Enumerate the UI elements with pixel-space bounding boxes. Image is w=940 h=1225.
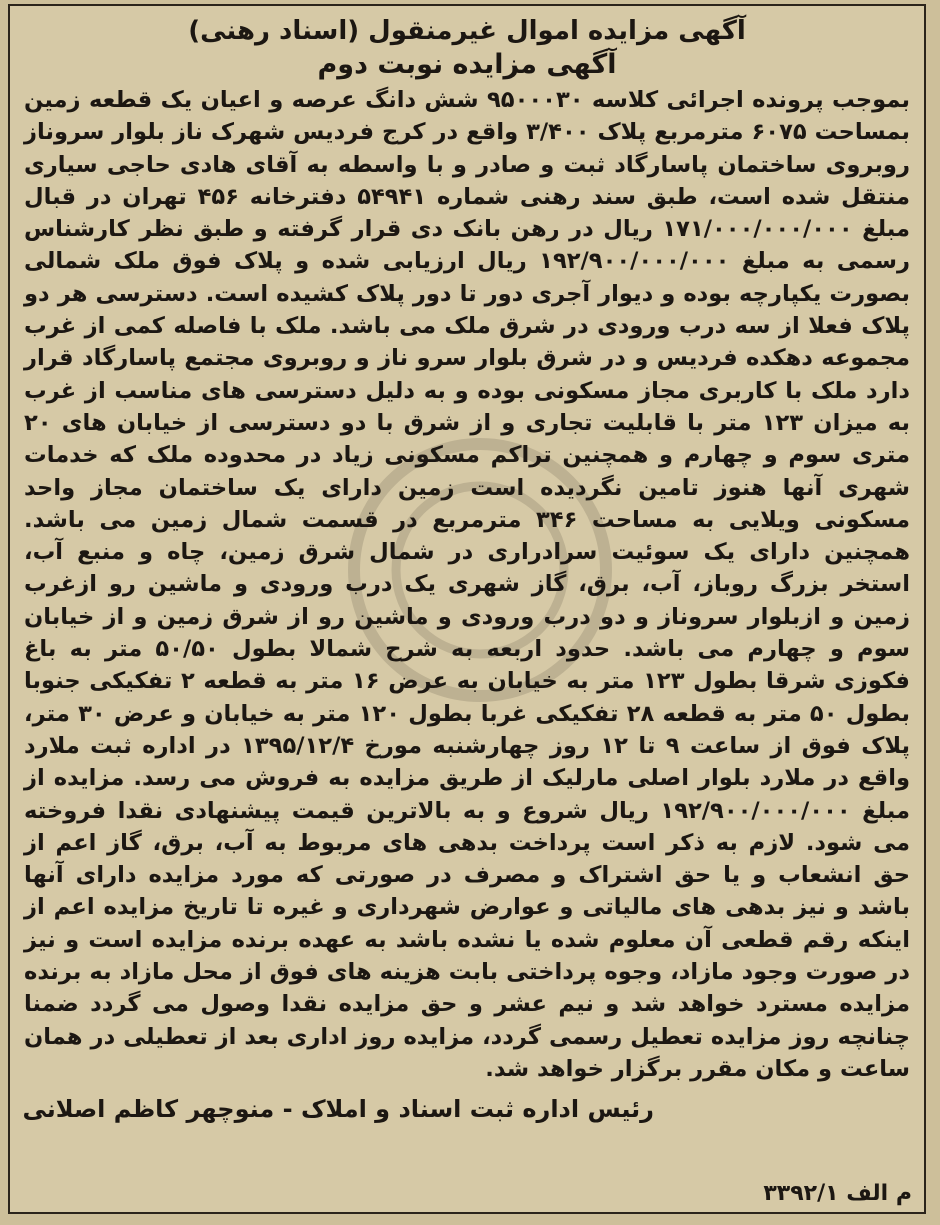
notice-body: بموجب پرونده اجرائی کلاسه ۹۵۰۰۰۳۰ شش دانگ عرصه و اعیان یک قطعه زمین بمساحت ۶۰۷۵ مترمربع پلاک ۳/۴۰۰ واقع در کرج فردیس شهرک ناز بلوار سروناز روبروی ساختمان پاسارگاد ثبت و صادر و با واسطه به آقای هادی حاجی سیاری منتقل شده است، طبق سند رهنی شماره ۵۴۹۴۱ دفترخانه ۴۵۶ تهران در قبال مبلغ ۱۷۱/۰۰۰/۰۰۰/۰۰۰ ریال در رهن بانک دی قرار گرفته و طبق نظر کارشناس رسمی به مبلغ ۱۹۲/۹۰۰/۰۰۰/۰۰۰ ریال ارزیابی شده و پلاک فوق ملک شمالی بصورت یکپارچه بوده و دیوار آجری دور تا دور پلاک کشیده است. دسترسی هر دو پلاک فعلا از سه درب ورودی در شرق ملک می باشد. ملک با فاصله کمی از غرب مجموعه دهکده فردیس و در شرق بلوار سرو ناز و روبروی مجتمع پاسارگاد قرار دارد ملک با کاربری مجاز مسکونی بوده و به دلیل دسترسی های مناسب از غرب به میزان ۱۲۳ متر با قابلیت تجاری و از شرق با دو دسترسی از خیابان های ۲۰ متری سوم و چهارم و همچنین تراکم مسکونی زیاد در محدوده ملک که خدمات شهری آنها هنوز تامین نگردیده است زمین دارای یک ساختمان مجاز واحد مسکونی ویلایی به مساحت ۳۴۶ مترمربع در قسمت شمال زمین می باشد. همچنین دارای یک سوئیت سرادراری در شمال شرق زمین، چاه و منبع آب، استخر بزرگ روباز، آب، برق، گاز شهری یک درب ورودی و ماشین رو ازغرب زمین و ازبلوار سروناز و دو درب ورودی و ماشین رو از شرق زمین و از خیابان سوم و چهارم می باشد. حدود اربعه به شرح شمالا بطول ۵۰/۵۰ متر به باغ فکوزی شرقا بطول ۱۲۳ متر به خیابان به عرض ۱۶ متر به قطعه ۲ تفکیکی جنوبا بطول ۵۰ متر به قطعه ۲۸ تفکیکی غربا بطول ۱۲۰ متر به خیابان و عرض ۳۰ متر، پلاک فوق از ساعت ۹ تا ۱۲ روز چهارشنبه مورخ ۱۳۹۵/۱۲/۴ در اداره ثبت ملارد واقع در ملارد بلوار اصلی مارلیک از طریق مزایده به فروش می رسد. مزایده از مبلغ ۱۹۲/۹۰۰/۰۰۰/۰۰۰ ریال شروع و به بالاترین قیمت پیشنهادی نقدا فروخته می شود. لازم به ذکر است پرداخت بدهی های مربوط به آب، برق، گاز اعم از حق انشعاب و یا حق اشتراک و مصرف در صورتی که مورد مزایده دارای آنها باشد و نیز بدهی های مالیاتی و عوارض شهرداری و غیره تا تاریخ مزایده اعم از اینکه رقم قطعی آن معلوم شده یا نشده باشد به عهده برنده مزایده است و نیز در صورت وجود مازاد، وجوه پرداختی بابت هزینه های فوق از محل مازاد به برنده مزایده مسترد خواهد شد و نیم عشر و حق مزایده نقدا وصول می گردد ضمنا چنانچه روز مزایده تعطیل رسمی گردد، مزایده روز اداری بعد از تعطیلی در همان ساعت و مکان مقرر برگزار خواهد شد.: [24, 87, 911, 1082]
notice-subtitle: آگهی مزایده نوبت دوم: [317, 49, 617, 80]
notice-title: آگهی مزایده اموال غیرمنقول (اسناد رهنی): [188, 16, 746, 46]
notice-frame: [8, 4, 926, 1214]
notice-reference: م الف ۳۳۹۲/۱: [763, 1181, 912, 1206]
notice-signature: رئیس اداره ثبت اسناد و املاک - منوچهر کاظم اصلانی: [22, 1095, 654, 1124]
